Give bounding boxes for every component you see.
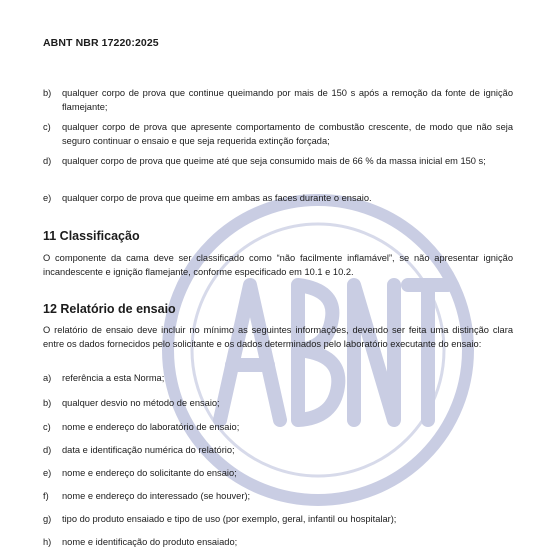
list-item-text: nome e endereço do laboratório de ensaio; <box>62 422 240 432</box>
list-item-letter: a) <box>43 373 52 383</box>
section-paragraph: O relatório de ensaio deve incluir no mínimo as seguintes informações, devendo ser feita uma distinção clara entre os dados fornecidos pelo solicitante e os dados determinados pelo laboratório executante do ensaio: <box>43 325 513 349</box>
list-item-text: qualquer corpo de prova que queime em ambas as faces durante o ensaio. <box>62 193 372 203</box>
section-paragraph: O componente da cama deve ser classificado como “não facilmente inflamável”, se não apresentar ignição incandescente e ignição flamejante, conforme especificado em 10.1 e 10.2. <box>43 253 513 277</box>
list-item-text: nome e endereço do interessado (se houver); <box>62 491 251 501</box>
list-item-letter: f) <box>43 491 49 501</box>
section-heading-classificacao: 11 Classificação <box>43 229 140 243</box>
list-item-text: qualquer corpo de prova que queime até que seja consumido mais de 66 % da massa inicial em 150 s; <box>62 156 486 166</box>
list-item-text: nome e endereço do solicitante do ensaio; <box>62 468 237 478</box>
list-item-letter: b) <box>43 398 52 408</box>
list-item-letter: e) <box>43 193 52 203</box>
list-item-text: tipo do produto ensaiado e tipo de uso (por exemplo, geral, infantil ou hospitalar); <box>62 514 397 524</box>
list-item-letter: d) <box>43 156 52 166</box>
list-item-text: referência a esta Norma; <box>62 373 165 383</box>
list-item-letter: g) <box>43 514 52 524</box>
list-item-letter: h) <box>43 537 52 547</box>
list-item-text: nome e identificação do produto ensaiado; <box>62 537 238 547</box>
standard-id-header: ABNT NBR 17220:2025 <box>43 37 159 49</box>
list-item-text: data e identificação numérica do relatório; <box>62 445 235 455</box>
list-item-text: qualquer corpo de prova que apresente comportamento de combustão crescente, de modo que não seja seguro continuar o ensaio e que seja requerida extinção forçada; <box>62 122 513 146</box>
list-item-letter: c) <box>43 122 51 132</box>
list-item-text: qualquer desvio no método de ensaio; <box>62 398 220 408</box>
list-item-letter: d) <box>43 445 52 455</box>
list-item-letter: e) <box>43 468 52 478</box>
list-item-text: qualquer corpo de prova que continue queimando por mais de 150 s após a remoção da fonte de ignição flamejante; <box>62 88 513 112</box>
list-item-letter: b) <box>43 88 52 98</box>
list-item-letter: c) <box>43 422 51 432</box>
section-heading-relatorio: 12 Relatório de ensaio <box>43 302 176 316</box>
